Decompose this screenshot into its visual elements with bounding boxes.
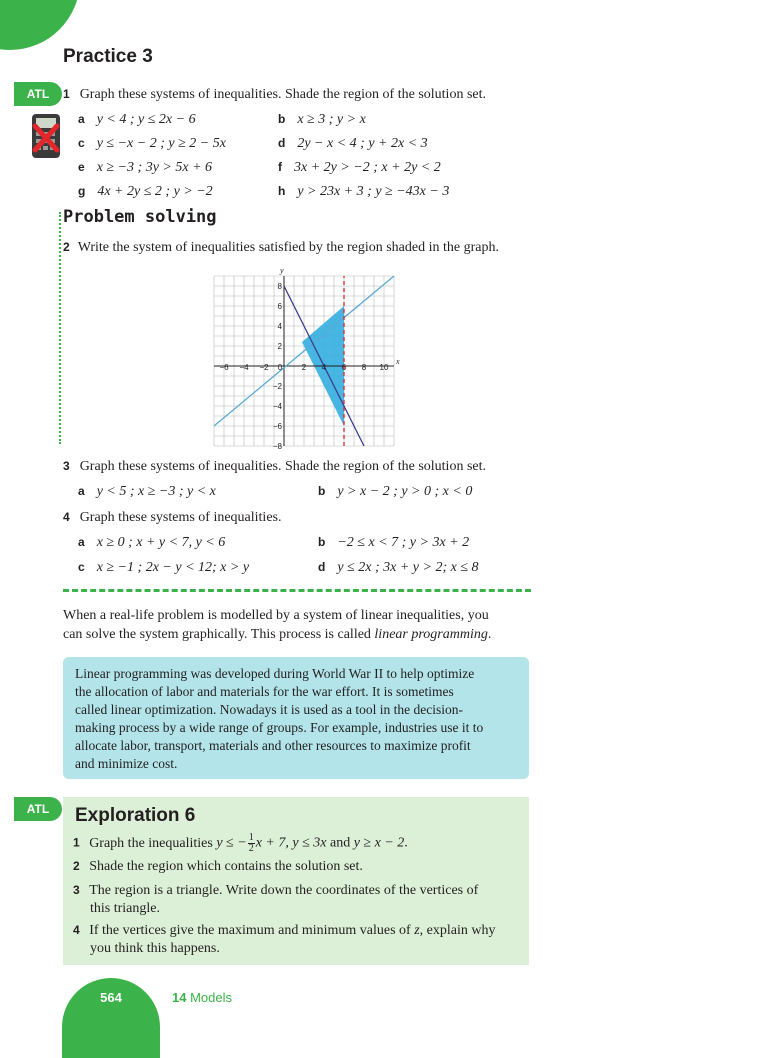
x-tick-label: 0	[277, 363, 283, 372]
info-box	[63, 657, 529, 779]
problem-solving-margin-rule	[59, 212, 61, 444]
exploration-step-1	[73, 833, 408, 854]
atl-badge: ATL	[14, 797, 62, 821]
item-label: c	[78, 560, 85, 574]
item-label: f	[278, 160, 282, 174]
x-tick-label: 6	[341, 363, 347, 372]
item-math: 3x + 2y > −2 ; x + 2y < 2	[294, 160, 441, 175]
x-tick-label: −4	[239, 363, 249, 372]
no-calculator-icon	[28, 112, 64, 160]
q4-item-a	[78, 533, 225, 551]
item-math: x ≥ 3 ; y > x	[297, 112, 366, 127]
x-axis-label: x	[396, 357, 400, 366]
fraction	[248, 833, 255, 854]
q1-item-h	[278, 182, 449, 200]
step-text-post: , explain why	[419, 923, 496, 938]
q3-item-b	[318, 482, 472, 500]
item-math: y > x − 2 ; y > 0 ; x < 0	[337, 484, 473, 499]
chapter-label	[172, 990, 232, 1005]
info-line: called linear optimization. Nowadays it is used as a tool in the decision-	[75, 702, 464, 717]
exploration-title: Exploration 6	[75, 805, 196, 826]
item-label: b	[318, 484, 326, 498]
item-math: y < 4 ; y ≤ 2x − 6	[96, 112, 196, 127]
exploration-step-4	[73, 921, 496, 958]
question-number: 4	[63, 510, 70, 524]
question-text: Graph these systems of inequalities.	[79, 510, 282, 525]
step-text-cont: this triangle.	[90, 901, 160, 916]
intro-text-end: .	[487, 627, 492, 642]
intro-paragraph	[63, 606, 533, 644]
step-text: Graph the inequalities	[89, 835, 217, 851]
item-math: x ≥ 0 ; x + y < 7, y < 6	[96, 535, 226, 550]
item-label: b	[278, 112, 286, 126]
item-label: a	[78, 112, 85, 126]
chapter-title: Models	[190, 990, 233, 1005]
item-math: −2 ≤ x < 7 ; y > 3x + 2	[337, 535, 470, 550]
x-tick-label: 2	[301, 363, 307, 372]
calculator-icon	[28, 112, 64, 160]
inequality-1b: x + 7,	[255, 835, 293, 851]
intro-term: linear programming	[374, 627, 488, 642]
y-tick-label: 8	[277, 282, 282, 291]
info-line: making process by a wide range of groups. For example, industries use it to	[75, 720, 484, 735]
y-tick-label: −4	[272, 402, 282, 411]
page-number: 564	[100, 990, 122, 1005]
q1-item-a	[78, 110, 196, 128]
question-4	[63, 508, 281, 526]
question-1	[63, 85, 486, 103]
item-label: h	[278, 184, 286, 198]
q1-item-e	[78, 158, 212, 176]
item-math: 4x + 2y ≤ 2 ; y > −2	[97, 184, 213, 199]
question-number: 3	[63, 459, 70, 473]
question-3	[63, 457, 486, 475]
y-tick-label: 2	[277, 342, 282, 351]
q4-item-c	[78, 558, 249, 576]
q1-item-c	[78, 134, 226, 152]
question-number: 1	[63, 87, 70, 101]
item-label: a	[78, 535, 85, 549]
question-text: Graph these systems of inequalities. Shade the region of the solution set.	[79, 459, 486, 474]
step-number: 3	[73, 883, 80, 897]
exploration-step-3	[73, 881, 478, 918]
q1-item-b	[278, 110, 366, 128]
step-text: If the vertices give the maximum and minimum values of	[89, 923, 415, 938]
x-tick-label: −2	[259, 363, 269, 372]
question-number: 2	[63, 240, 70, 254]
q4-item-d	[318, 558, 479, 576]
x-tick-label: 8	[361, 363, 367, 372]
q4-item-b	[318, 533, 469, 551]
info-line: Linear programming was developed during World War II to help optimize	[75, 666, 475, 681]
info-line: the allocation of labor and materials for the war effort. It is sometimes	[75, 684, 454, 699]
intro-text: can solve the system graphically. This process is called	[63, 627, 375, 642]
problem-solving-title: Problem solving	[63, 207, 217, 227]
step-text-mid: and	[326, 835, 354, 851]
item-math: x ≥ −1 ; 2x − y < 12; x > y	[96, 560, 250, 575]
exploration-box	[63, 797, 529, 965]
item-math: x ≥ −3 ; 3y > 5x + 6	[96, 160, 213, 175]
step-text-end: .	[404, 835, 408, 851]
y-tick-label: −8	[272, 442, 282, 451]
exploration-step-2	[73, 859, 363, 875]
inequality-graph	[200, 260, 400, 451]
step-text-cont: you think this happens.	[90, 941, 220, 956]
question-2	[63, 238, 499, 256]
y-tick-label: −2	[272, 382, 282, 391]
info-line: allocate labor, transport, materials and other resources to maximize profit	[75, 738, 471, 753]
inequality-3: y ≥ x − 2	[353, 835, 405, 851]
fraction-denominator: 2	[248, 843, 254, 854]
item-label: d	[318, 560, 326, 574]
item-math: y ≤ 2x ; 3x + y > 2; x ≤ 8	[337, 560, 479, 575]
item-label: a	[78, 484, 85, 498]
step-text: Shade the region which contains the solution set.	[89, 859, 363, 874]
chapter-number: 14	[172, 990, 187, 1005]
step-text: The region is a triangle. Write down the coordinates of the vertices of	[89, 883, 479, 898]
question-text: Graph these systems of inequalities. Shade the region of the solution set.	[79, 87, 486, 102]
item-label: c	[78, 136, 85, 150]
item-math: y > 23x + 3 ; y ≥ −43x − 3	[297, 184, 450, 199]
inequality-1a: y ≤ −	[216, 835, 247, 851]
page-title: Practice 3	[63, 46, 153, 67]
y-tick-label: 6	[277, 302, 282, 311]
y-axis-label: y	[280, 266, 284, 275]
x-tick-label: −6	[219, 363, 229, 372]
info-line: and minimize cost.	[75, 756, 178, 771]
inequality-2: y ≤ 3x	[292, 835, 327, 851]
y-tick-label: −6	[272, 422, 282, 431]
intro-line-1: When a real-life problem is modelled by a system of linear inequalities, you	[63, 608, 489, 623]
item-label: b	[318, 535, 326, 549]
section-divider	[63, 589, 531, 592]
item-math: y < 5 ; x ≥ −3 ; y < x	[96, 484, 216, 499]
q1-item-d	[278, 134, 428, 152]
step-number: 2	[73, 859, 80, 873]
y-tick-label: 4	[277, 322, 282, 331]
fraction-numerator: 1	[248, 832, 254, 843]
item-label: d	[278, 136, 286, 150]
q1-item-g	[78, 182, 213, 200]
step-number: 1	[73, 835, 80, 850]
variable-z: z	[414, 923, 420, 938]
q3-item-a	[78, 482, 216, 500]
q1-item-f	[278, 158, 441, 176]
corner-decoration	[0, 0, 80, 50]
item-label: g	[78, 184, 86, 198]
x-tick-label: 4	[321, 363, 327, 372]
item-math: 2y − x < 4 ; y + 2x < 3	[297, 136, 428, 151]
atl-badge: ATL	[14, 82, 62, 106]
x-tick-label: 10	[379, 363, 389, 372]
question-text: Write the system of inequalities satisfied by the region shaded in the graph.	[77, 240, 499, 255]
step-number: 4	[73, 923, 80, 937]
item-math: y ≤ −x − 2 ; y ≥ 2 − 5x	[96, 136, 226, 151]
item-label: e	[78, 160, 85, 174]
intro-line-2	[63, 625, 533, 644]
